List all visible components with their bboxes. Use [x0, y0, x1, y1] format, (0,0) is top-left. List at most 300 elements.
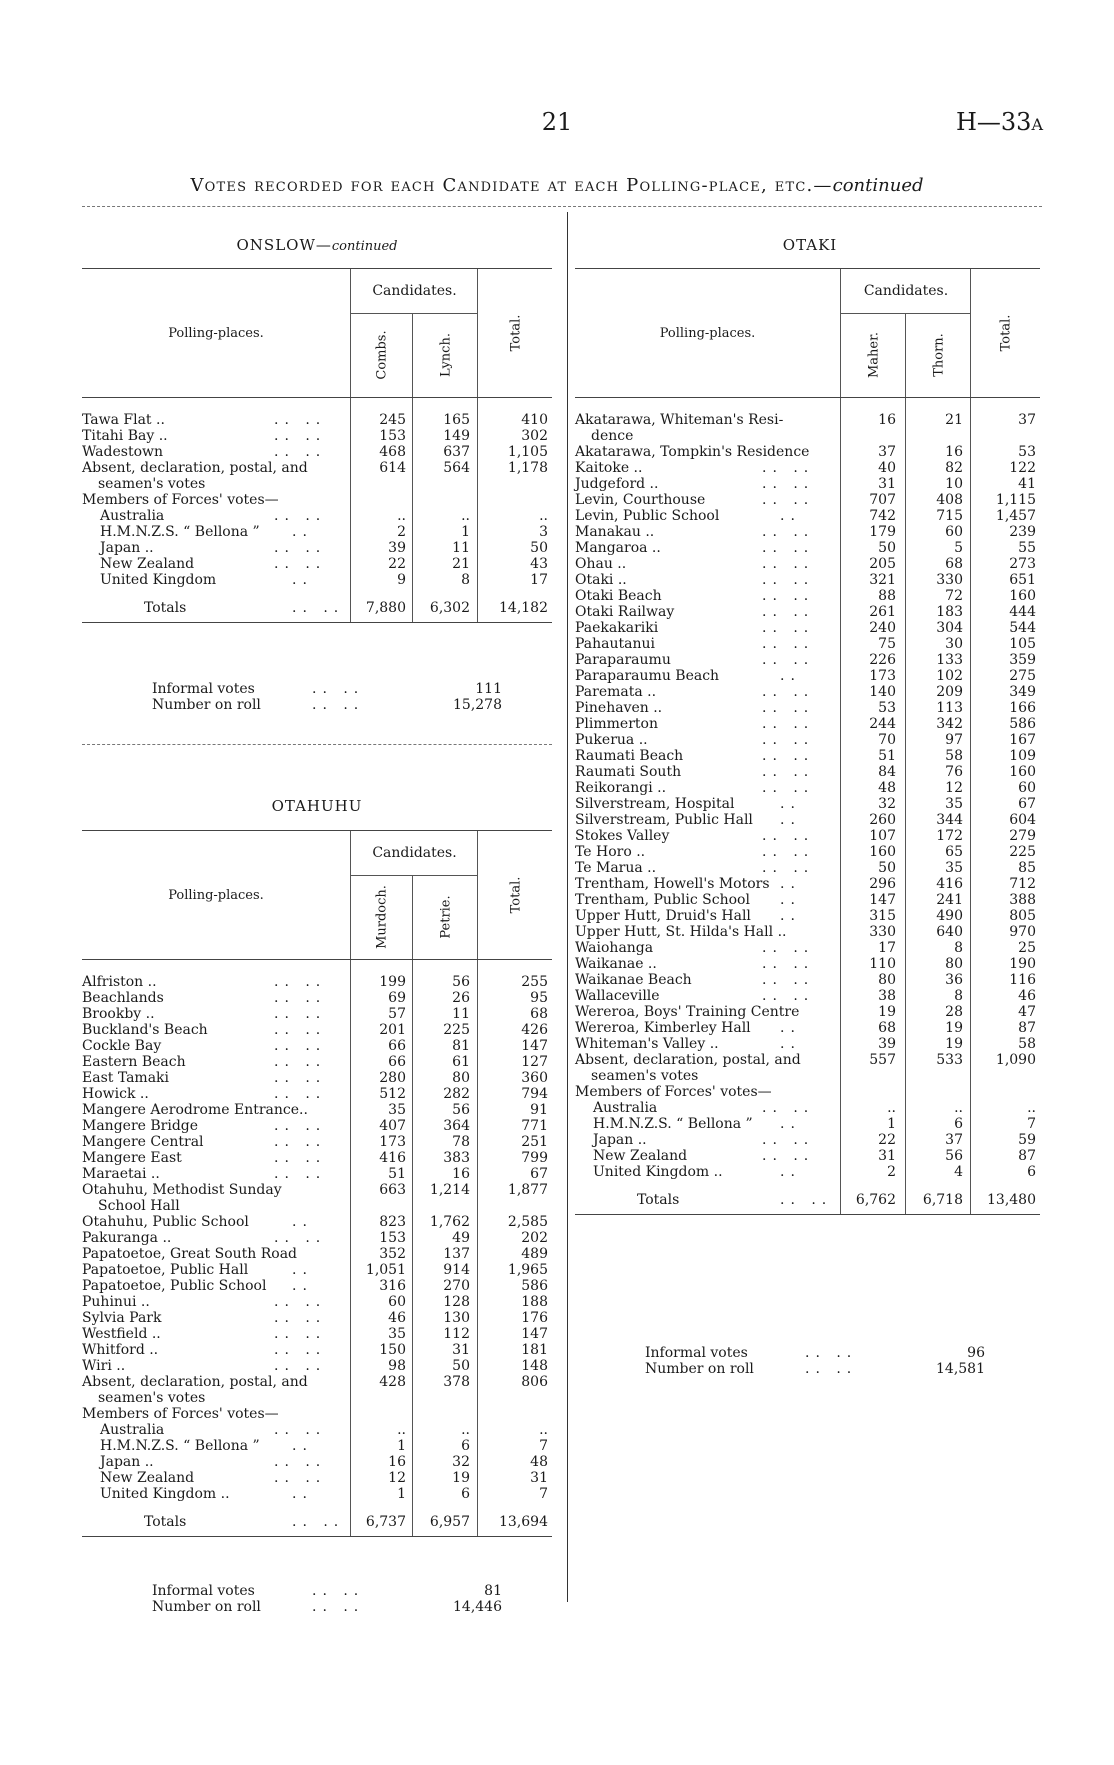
polling-place-name: East Tamaki	[82, 1070, 170, 1086]
leader-dots: ..	[780, 1020, 801, 1036]
first-candidate-votes: 296	[869, 876, 896, 892]
otahuhu-header	[82, 830, 552, 960]
table-row	[82, 1006, 552, 1022]
leader-dots: ..	[780, 876, 801, 892]
table-row	[82, 1422, 552, 1438]
section-separator	[82, 744, 552, 745]
polling-place-name: Tawa Flat ..	[82, 412, 165, 428]
total-votes: 60	[1018, 780, 1036, 796]
first-candidate-votes: 17	[878, 940, 896, 956]
grand-total: 14,182	[499, 600, 548, 616]
total-votes: 444	[1009, 604, 1036, 620]
polling-place-name: Wadestown	[82, 444, 164, 460]
total-votes: 188	[521, 1294, 548, 1310]
second-candidate-total: 6,302	[429, 600, 470, 616]
leader-dots: ..	[292, 572, 313, 588]
polling-place-name: Trentham, Public School	[575, 892, 750, 908]
total-votes: 712	[1009, 876, 1036, 892]
number-on-roll-value: 14,581	[936, 1361, 985, 1377]
otaki-title: OTAKI	[782, 236, 838, 254]
polling-place-name: Te Marua ..	[575, 860, 657, 876]
leader-dots: .. ..	[274, 1022, 327, 1038]
first-candidate-votes: 22	[878, 1132, 896, 1148]
leader-dots: .. ..	[274, 1086, 327, 1102]
candidate-name: Lynch.	[438, 333, 453, 377]
second-candidate-votes: 76	[945, 764, 963, 780]
second-candidate-votes: 10	[945, 476, 963, 492]
leader-dots: ..	[780, 892, 801, 908]
polling-place-name: Australia	[100, 508, 165, 524]
polling-place-name: Raumati South	[575, 764, 682, 780]
second-candidate-votes: 6	[461, 1438, 470, 1454]
number-on-roll-line	[82, 697, 552, 713]
polling-place-name: Puhinui ..	[82, 1294, 150, 1310]
heading-rule	[82, 206, 1042, 207]
second-candidate-votes: 364	[443, 1118, 470, 1134]
leader-dots: .. ..	[762, 588, 815, 604]
leader-dots: ..	[292, 1262, 313, 1278]
leader-dots: ..	[292, 524, 313, 540]
total-votes: 59	[1018, 1132, 1036, 1148]
first-candidate-votes: 75	[878, 636, 896, 652]
polling-place-name: Brookby ..	[82, 1006, 155, 1022]
first-candidate-votes: 66	[388, 1054, 406, 1070]
leader-dots: ..	[292, 1486, 313, 1502]
number-on-roll-line	[575, 1361, 1040, 1377]
second-candidate-total: 6,957	[429, 1514, 470, 1530]
total-votes: ..	[539, 1422, 548, 1438]
totals-row	[82, 1514, 552, 1536]
leader-dots: .. ..	[274, 1118, 327, 1134]
total-votes: 48	[530, 1454, 548, 1470]
first-candidate-votes: 707	[869, 492, 896, 508]
informal-votes-line	[82, 1583, 552, 1599]
polling-place-name: Wiri ..	[82, 1358, 126, 1374]
leader-dots: .. ..	[762, 940, 815, 956]
polling-place-name: United Kingdom ..	[593, 1164, 723, 1180]
polling-place-name: United Kingdom	[100, 572, 217, 588]
informal-votes-label: Informal votes	[645, 1345, 748, 1361]
first-candidate-votes: 88	[878, 588, 896, 604]
total-votes: 67	[1018, 796, 1036, 812]
table-row	[82, 1054, 552, 1070]
first-candidate-votes: 51	[878, 748, 896, 764]
total-votes: 43	[530, 556, 548, 572]
candidates-heading: Candidates.	[840, 269, 971, 314]
first-candidate-votes: 140	[869, 684, 896, 700]
total-votes: 279	[1009, 828, 1036, 844]
total-votes: 46	[1018, 988, 1036, 1004]
totals-spacer	[82, 1502, 552, 1514]
total-votes: 1,115	[995, 492, 1036, 508]
first-candidate-votes: 80	[878, 972, 896, 988]
leader-dots: .. ..	[762, 828, 815, 844]
onslow-title-continued: continued	[331, 239, 398, 254]
polling-place-name: Sylvia Park	[82, 1310, 162, 1326]
informal-votes-value: 81	[484, 1583, 502, 1599]
totals-spacer	[82, 588, 552, 600]
polling-place-name: Mangere Central	[82, 1134, 204, 1150]
totals-label: Totals	[637, 1192, 680, 1208]
table-row	[82, 1342, 552, 1358]
grand-total: 13,480	[987, 1192, 1036, 1208]
first-candidate-votes: 2	[887, 1164, 896, 1180]
polling-place-name: Whiteman's Valley ..	[575, 1036, 719, 1052]
table-row	[82, 492, 552, 508]
first-candidate-votes: 84	[878, 764, 896, 780]
candidate-column-2	[412, 875, 478, 959]
leader-dots: .. ..	[762, 988, 815, 1004]
first-candidate-votes: 46	[388, 1310, 406, 1326]
second-candidate-votes: 97	[945, 732, 963, 748]
polling-place-name: Australia	[100, 1422, 165, 1438]
first-candidate-votes: 663	[379, 1182, 406, 1198]
candidate-name: Petrie.	[438, 895, 453, 939]
first-candidate-votes: 53	[878, 700, 896, 716]
leader-dots: .. ..	[274, 1230, 327, 1246]
first-candidate-votes: 160	[869, 844, 896, 860]
column-divider	[567, 212, 568, 1602]
polling-place-name: United Kingdom ..	[100, 1486, 230, 1502]
polling-place-name: Otaki Railway	[575, 604, 675, 620]
total-votes: 349	[1009, 684, 1036, 700]
leader-dots: .. ..	[274, 1470, 327, 1486]
total-votes: 1,178	[507, 460, 548, 476]
second-candidate-votes: 21	[452, 556, 470, 572]
total-votes: 794	[521, 1086, 548, 1102]
first-candidate-votes: 352	[379, 1246, 406, 1262]
first-candidate-votes: 1,051	[365, 1262, 406, 1278]
leader-dots: .. ..	[762, 476, 815, 492]
first-candidate-votes: 48	[878, 780, 896, 796]
second-candidate-votes: 65	[945, 844, 963, 860]
polling-place-name: Otaki ..	[575, 572, 627, 588]
leader-dots: .. ..	[762, 684, 815, 700]
second-candidate-votes: 344	[936, 812, 963, 828]
second-candidate-votes: 378	[443, 1374, 470, 1390]
polling-place-name: Pukerua ..	[575, 732, 648, 748]
total-votes: 166	[1009, 700, 1036, 716]
candidate-name: Combs.	[374, 330, 390, 380]
candidate-name: Thorn.	[931, 333, 946, 377]
candidate-column-2	[905, 313, 971, 397]
polling-place-name: Japan ..	[100, 1454, 154, 1470]
total-votes: 544	[1009, 620, 1036, 636]
second-candidate-votes: 6	[461, 1486, 470, 1502]
table-row	[82, 1486, 552, 1502]
polling-place-name: Buckland's Beach	[82, 1022, 208, 1038]
polling-place-name: Absent, declaration, postal, and	[575, 1052, 801, 1068]
polling-place-name: Plimmerton	[575, 716, 658, 732]
heading-continued: continued	[832, 175, 924, 196]
second-candidate-votes: 383	[443, 1150, 470, 1166]
second-candidate-votes: 16	[452, 1166, 470, 1182]
table-row	[82, 428, 552, 444]
leader-dots: .. ..	[274, 556, 327, 572]
leader-dots: .. ..	[274, 1054, 327, 1070]
otahuhu-body	[82, 960, 552, 1536]
first-candidate-votes: 12	[388, 1470, 406, 1486]
second-candidate-votes: 31	[452, 1342, 470, 1358]
polling-place-name: Australia	[593, 1100, 658, 1116]
leader-dots: .. ..	[274, 974, 327, 990]
leader-dots: ..	[780, 668, 801, 684]
candidates-heading: Candidates.	[350, 831, 478, 876]
table-row	[82, 412, 552, 428]
total-votes: 302	[521, 428, 548, 444]
otaki-table	[575, 268, 1040, 1379]
page-heading	[0, 175, 1114, 196]
total-votes: 17	[530, 572, 548, 588]
first-candidate-votes: 153	[379, 1230, 406, 1246]
first-candidate-votes: 98	[388, 1358, 406, 1374]
leader-dots: .. ..	[292, 1514, 345, 1530]
first-candidate-votes: 50	[878, 540, 896, 556]
leader-dots: .. ..	[274, 1326, 327, 1342]
polling-place-name: Otahuhu, Public School	[82, 1214, 249, 1230]
leader-dots: .. ..	[274, 1070, 327, 1086]
polling-place-name: Maraetai ..	[82, 1166, 160, 1182]
leader-dots: .. ..	[762, 460, 815, 476]
leader-dots: .. ..	[274, 1422, 327, 1438]
first-candidate-votes: 57	[388, 1006, 406, 1022]
leader-dots: .. ..	[762, 972, 815, 988]
totals-row	[82, 600, 552, 622]
first-candidate-votes: ..	[887, 1100, 896, 1116]
column-rule	[412, 398, 413, 622]
first-candidate-total: 6,762	[855, 1192, 896, 1208]
leader-dots: .. ..	[274, 1342, 327, 1358]
second-candidate-votes: 6	[954, 1116, 963, 1132]
informal-votes-label: Informal votes	[152, 681, 255, 697]
first-candidate-votes: 150	[379, 1342, 406, 1358]
second-candidate-votes: 225	[443, 1022, 470, 1038]
second-candidate-votes: 8	[461, 572, 470, 588]
polling-place-name: Members of Forces' votes—	[575, 1084, 772, 1100]
polling-place-name: Mangere Bridge	[82, 1118, 199, 1134]
leader-dots: .. ..	[762, 540, 815, 556]
candidate-column-2	[412, 313, 478, 397]
leader-dots: ..	[780, 1036, 801, 1052]
leader-dots: .. ..	[762, 844, 815, 860]
polling-place-name: Akatarawa, Tompkin's Residence	[575, 444, 810, 460]
first-candidate-votes: 35	[388, 1326, 406, 1342]
table-row	[82, 1102, 552, 1118]
second-candidate-votes: 81	[452, 1038, 470, 1054]
second-candidate-votes: 4	[954, 1164, 963, 1180]
leader-dots: .. ..	[762, 572, 815, 588]
second-candidate-votes: 8	[954, 988, 963, 1004]
total-votes: 109	[1009, 748, 1036, 764]
leader-dots: ..	[780, 1164, 801, 1180]
first-candidate-votes: 468	[379, 444, 406, 460]
onslow-bottom-rule	[82, 622, 552, 623]
polling-place-name: Upper Hutt, Druid's Hall	[575, 908, 751, 924]
first-candidate-votes: 416	[379, 1150, 406, 1166]
total-votes: 87	[1018, 1020, 1036, 1036]
second-candidate-votes: 11	[452, 1006, 470, 1022]
first-candidate-votes: 199	[379, 974, 406, 990]
table-row	[82, 1262, 552, 1278]
second-candidate-votes: 282	[443, 1086, 470, 1102]
second-candidate-votes: 342	[936, 716, 963, 732]
table-row	[82, 1406, 552, 1422]
number-on-roll-label: Number on roll	[645, 1361, 754, 1377]
polling-place-name: Waikanae ..	[575, 956, 657, 972]
otahuhu-summary	[82, 1583, 552, 1617]
informal-votes-line	[82, 681, 552, 697]
first-candidate-votes: 2	[397, 524, 406, 540]
leader-dots: .. ..	[762, 1132, 815, 1148]
first-candidate-votes: 742	[869, 508, 896, 524]
table-row	[82, 974, 552, 990]
polling-place-name: Manakau ..	[575, 524, 655, 540]
polling-place-name: Te Horo ..	[575, 844, 646, 860]
total-votes: 122	[1009, 460, 1036, 476]
polling-place-name: Wallaceville	[575, 988, 660, 1004]
leader-dots: .. ..	[762, 748, 815, 764]
first-candidate-votes: 110	[869, 956, 896, 972]
total-label: Total.	[508, 876, 523, 914]
second-candidate-votes: 490	[936, 908, 963, 924]
column-rule	[840, 398, 841, 1214]
leader-dots: .. ..	[274, 508, 327, 524]
heading-main: Votes recorded for each Candidate at each Polling-place, etc.—	[190, 175, 833, 196]
table-row	[82, 508, 552, 524]
second-candidate-votes: 61	[452, 1054, 470, 1070]
leader-dots: .. ..	[274, 1150, 327, 1166]
total-votes: 85	[1018, 860, 1036, 876]
total-votes: 251	[521, 1134, 548, 1150]
table-row	[82, 460, 552, 476]
leader-dots: ..	[292, 1278, 313, 1294]
polling-place-name: Pinehaven ..	[575, 700, 663, 716]
leader-dots: ..	[780, 796, 801, 812]
table-row	[82, 1134, 552, 1150]
second-candidate-votes: 32	[452, 1454, 470, 1470]
first-candidate-votes: 512	[379, 1086, 406, 1102]
second-candidate-votes: 241	[936, 892, 963, 908]
total-label: Total.	[998, 314, 1014, 352]
onslow-summary	[82, 681, 552, 715]
totals-label: Totals	[144, 1514, 187, 1530]
first-candidate-votes: 37	[878, 444, 896, 460]
second-candidate-votes: 49	[452, 1230, 470, 1246]
second-candidate-votes: 35	[945, 796, 963, 812]
total-votes: 160	[1009, 588, 1036, 604]
informal-votes-value: 96	[967, 1345, 985, 1361]
informal-votes-line	[575, 1345, 1040, 1361]
leader-dots: ..	[292, 1214, 313, 1230]
second-candidate-votes: 1	[461, 524, 470, 540]
total-votes: 255	[521, 974, 548, 990]
total-votes: 37	[1018, 412, 1036, 428]
second-candidate-votes: 19	[945, 1020, 963, 1036]
first-candidate-votes: 50	[878, 860, 896, 876]
first-candidate-votes: 68	[878, 1020, 896, 1036]
leader-dots: ..	[780, 508, 801, 524]
candidate-column-1	[840, 313, 906, 397]
polling-place-name: dence	[591, 428, 634, 444]
table-row	[82, 1294, 552, 1310]
first-candidate-votes: 70	[878, 732, 896, 748]
candidates-heading: Candidates.	[350, 269, 478, 314]
total-votes: 586	[521, 1278, 548, 1294]
polling-place-name: Judgeford ..	[575, 476, 659, 492]
column-rule	[477, 398, 478, 622]
second-candidate-votes: 715	[936, 508, 963, 524]
total-votes: 58	[1018, 1036, 1036, 1052]
leader-dots: ..	[780, 908, 801, 924]
leader-dots: .. ..	[312, 697, 365, 713]
polling-place-name: Titahi Bay ..	[82, 428, 168, 444]
second-candidate-votes: 80	[945, 956, 963, 972]
first-candidate-votes: 557	[869, 1052, 896, 1068]
polling-place-name: Mangaroa ..	[575, 540, 661, 556]
leader-dots: .. ..	[762, 764, 815, 780]
reference-main: H—33	[955, 108, 1032, 136]
polling-place-name: Levin, Public School	[575, 508, 720, 524]
column-rule	[905, 398, 906, 1214]
number-on-roll-label: Number on roll	[152, 697, 261, 713]
polling-place-name: Silverstream, Public Hall	[575, 812, 753, 828]
polling-place-name: H.M.N.Z.S. “ Bellona ”	[100, 524, 260, 540]
leader-dots: .. ..	[292, 600, 345, 616]
first-candidate-votes: 31	[878, 1148, 896, 1164]
first-candidate-votes: 39	[388, 540, 406, 556]
table-row	[82, 556, 552, 572]
leader-dots: .. ..	[312, 1583, 365, 1599]
leader-dots: .. ..	[274, 444, 327, 460]
polling-place-name: Howick ..	[82, 1086, 149, 1102]
second-candidate-votes: 133	[936, 652, 963, 668]
table-row	[82, 572, 552, 588]
total-votes: 489	[521, 1246, 548, 1262]
total-votes: 190	[1009, 956, 1036, 972]
total-votes: 202	[521, 1230, 548, 1246]
table-row	[82, 1358, 552, 1374]
first-candidate-votes: 201	[379, 1022, 406, 1038]
first-candidate-votes: 69	[388, 990, 406, 1006]
table-row	[82, 1198, 552, 1214]
total-votes: 806	[521, 1374, 548, 1390]
total-votes: 147	[521, 1038, 548, 1054]
first-candidate-votes: 240	[869, 620, 896, 636]
polling-place-name: Otaki Beach	[575, 588, 662, 604]
polling-place-name: seamen's votes	[98, 476, 206, 492]
second-candidate-votes: 112	[443, 1326, 470, 1342]
total-votes: 91	[530, 1102, 548, 1118]
leader-dots: .. ..	[274, 1454, 327, 1470]
total-votes: 167	[1009, 732, 1036, 748]
second-candidate-votes: 56	[945, 1148, 963, 1164]
second-candidate-votes: 16	[945, 444, 963, 460]
second-candidate-votes: 183	[936, 604, 963, 620]
leader-dots: .. ..	[312, 681, 365, 697]
first-candidate-votes: 173	[869, 668, 896, 684]
leader-dots: .. ..	[312, 1599, 365, 1615]
leader-dots: .. ..	[805, 1361, 858, 1377]
leader-dots: .. ..	[274, 1294, 327, 1310]
polling-place-name: Silverstream, Hospital	[575, 796, 735, 812]
second-candidate-votes: 130	[443, 1310, 470, 1326]
polling-place-name: Members of Forces' votes—	[82, 1406, 279, 1422]
total-votes: 970	[1009, 924, 1036, 940]
total-votes: 359	[1009, 652, 1036, 668]
total-column-heading	[477, 831, 553, 959]
polling-place-name: seamen's votes	[591, 1068, 699, 1084]
polling-place-name: Waikanae Beach	[575, 972, 692, 988]
